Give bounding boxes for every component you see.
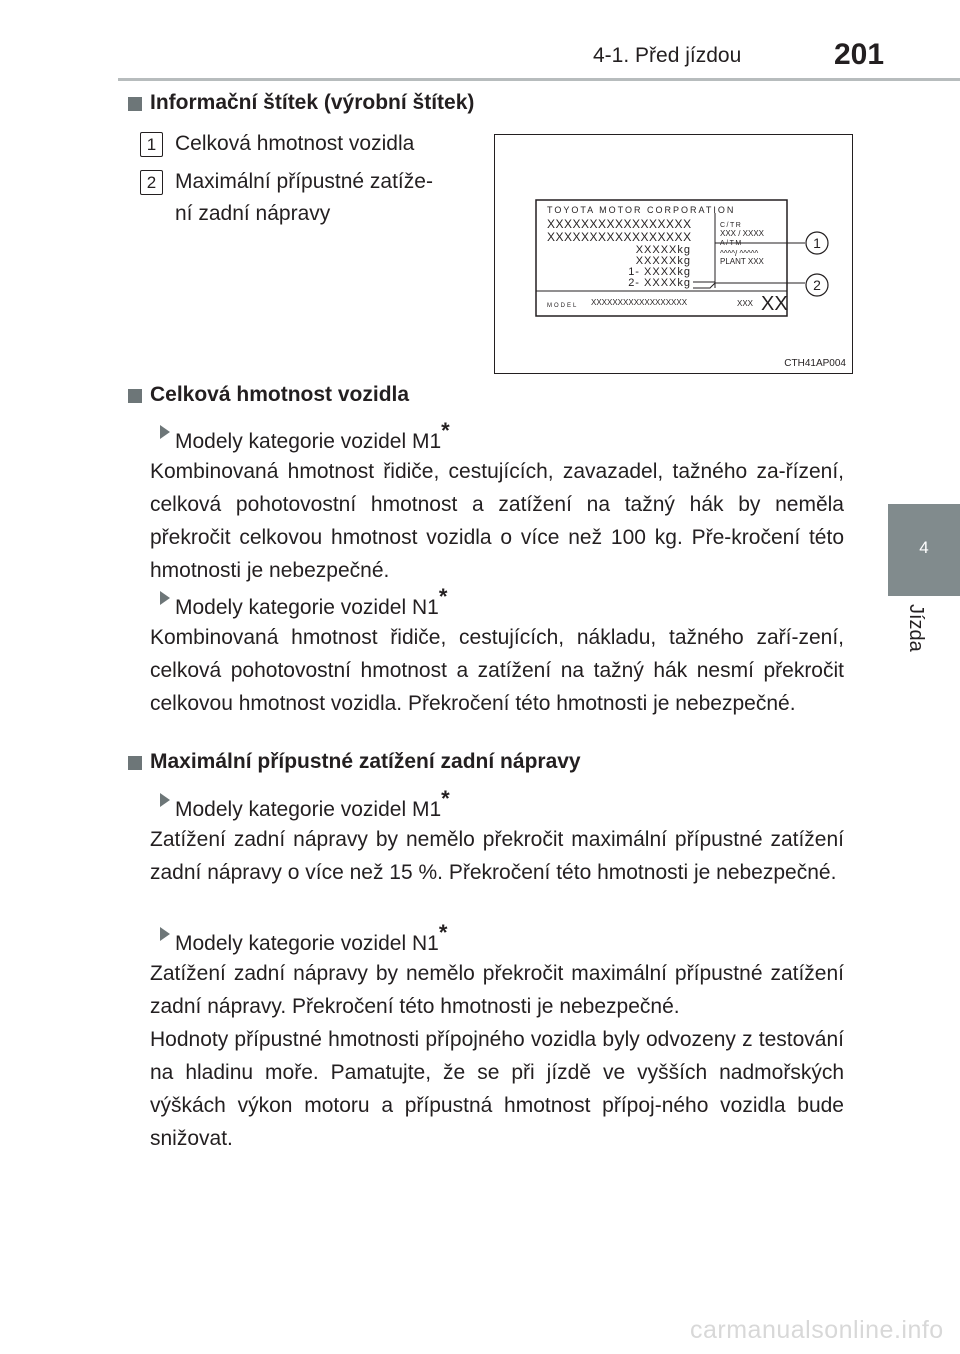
paragraph-m1-axle: Zatížení zadní nápravy by nemělo překročit maximální přípustné zatížení zadní nápravy o více než 15 %. Překročení této hmotnosti je nebezpečné. xyxy=(150,828,844,884)
label-right-2: XXX / XXXX xyxy=(720,229,765,238)
chapter-label xyxy=(893,600,953,680)
label-right-4: ^^^^/ ^^^^^ xyxy=(720,249,759,258)
subheading-n1: Modely kategorie vozidel N1* xyxy=(175,584,448,619)
section-heading-gross-weight: Celková hmotnost vozidla xyxy=(150,383,410,406)
label-figure xyxy=(494,134,853,374)
paragraph-n1-gross: Kombinovaná hmotnost řidiče, cestujících, nákladu, tažného zaří-zení, celková pohotovostní hmotnost a zatížení na tažný hák nesmí překročit celkovou hmotnost vozidla. Překročení této hmotnosti je nebezpečné. xyxy=(150,626,844,715)
label-illustration xyxy=(495,135,852,373)
figure-code: CTH41AP004 xyxy=(784,358,846,369)
label-row-1: XXXXXXXXXXXXXXXXX xyxy=(547,217,692,231)
label-company: TOYOTA MOTOR CORPORATION xyxy=(547,205,736,215)
section-heading-rear-axle: Maximální přípustné zatížení zadní nápravy xyxy=(150,750,581,773)
leader-line-2 xyxy=(693,283,805,288)
label-right-3: A/TM xyxy=(720,240,743,247)
label-code-big: XX xyxy=(761,293,788,315)
label-right-1: C/TR xyxy=(720,222,743,229)
section-bullet-icon xyxy=(128,97,142,111)
label-right-5: PLANT XXX xyxy=(720,257,764,266)
callout-label-1: 1 xyxy=(813,235,821,251)
arrow-bullet-icon xyxy=(160,591,170,605)
chapter-title: Jízda xyxy=(905,604,927,652)
label-row-4: XXXXXkg xyxy=(635,255,691,267)
item-2-text-line2: ní zadní nápravy xyxy=(175,202,331,225)
callout-number-1: 1 xyxy=(140,132,163,157)
label-row-5: 1- XXXXkg xyxy=(628,266,691,278)
label-model-value: XXXXXXXXXXXXXXXXXX xyxy=(591,298,688,307)
callout-label-2: 2 xyxy=(813,277,821,293)
label-model-label: MODEL xyxy=(547,303,579,309)
watermark-text: carmanualsonline.info xyxy=(690,1316,944,1344)
paragraph-m1-gross: Kombinovaná hmotnost řidiče, cestujících, zavazadel, tažného za-řízení, celková pohotovostní hmotnost a zatížení na tažný hák by neměla překročit celkovou hmotnost vozidla o více než 100 kg. Pře-kročení této hmotnosti je nebezpečné. xyxy=(150,460,844,582)
label-row-3: XXXXXkg xyxy=(635,244,691,256)
item-1-text: Celková hmotnost vozidla xyxy=(175,132,415,155)
arrow-bullet-icon xyxy=(160,927,170,941)
subheading-m1-axle: Modely kategorie vozidel M1* xyxy=(175,786,450,821)
section-bullet-icon xyxy=(128,756,142,770)
label-row-6: 2- XXXXkg xyxy=(628,277,691,289)
header-section-title: 4-1. Před jízdou xyxy=(593,44,742,67)
label-code-small: XXX xyxy=(737,299,754,308)
label-row-2: XXXXXXXXXXXXXXXXX xyxy=(547,230,692,244)
arrow-bullet-icon xyxy=(160,793,170,807)
paragraph-altitude-note: Hodnoty přípustné hmotnosti přípojného vozidla byly odvozeny z testování na hladinu moře. Pamatujte, že se při jízdě ve vyšších nadmořských výškách výkon motoru a přípustná hmotnost přípoj-ného vozidla bude snižovat. xyxy=(150,1028,844,1150)
chapter-tab xyxy=(888,504,960,596)
chapter-number: 4 xyxy=(919,538,929,557)
item-2-text-line1: Maximální přípustné zatíže- xyxy=(175,170,433,193)
arrow-bullet-icon xyxy=(160,425,170,439)
subheading-n1-axle: Modely kategorie vozidel N1* xyxy=(175,920,448,955)
section-bullet-icon xyxy=(128,389,142,403)
paragraph-n1-axle: Zatížení zadní nápravy by nemělo překročit maximální přípustné zatížení zadní nápravy. Překročení této hmotnosti je nebezpečné. xyxy=(150,962,844,1018)
page-number: 201 xyxy=(834,38,885,71)
header-rule xyxy=(118,78,960,81)
callout-number-2: 2 xyxy=(140,170,163,195)
subheading-m1: Modely kategorie vozidel M1* xyxy=(175,418,450,453)
section-heading-info-label: Informační štítek (výrobní štítek) xyxy=(150,91,475,114)
